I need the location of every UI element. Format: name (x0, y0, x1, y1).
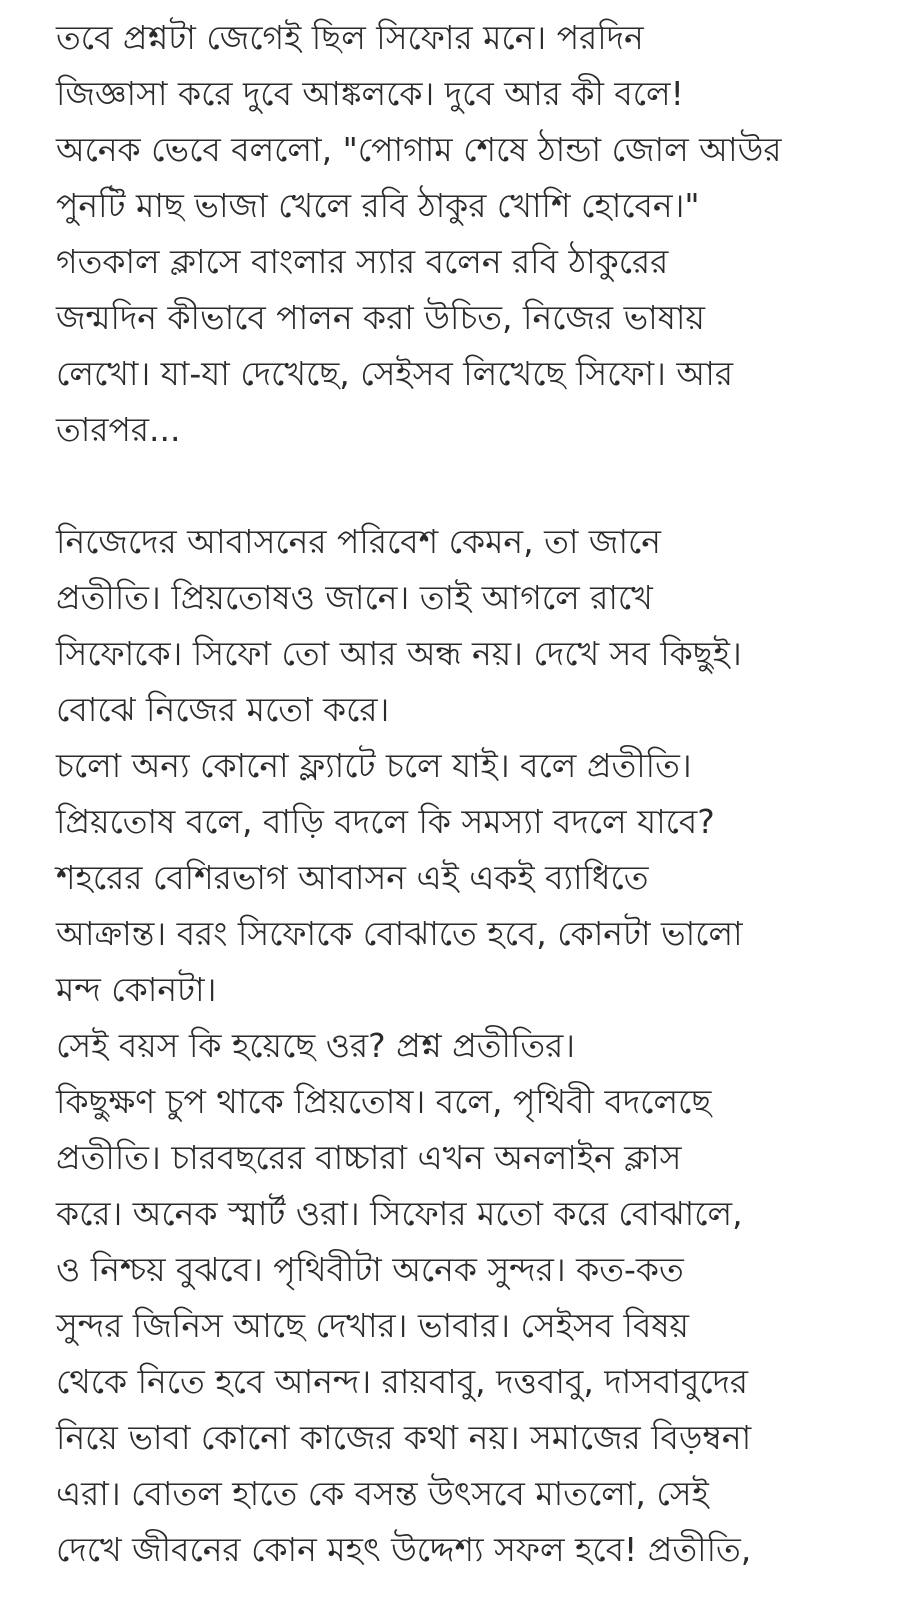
text-line: অনেক ভেবে বললো, "পোগাম শেষে ঠান্ডা জোল আউর (56, 130, 782, 169)
text-line: সুন্দর জিনিস আছে দেখার। ভাবার। সেইসব বিষয় (56, 1306, 689, 1345)
text-line: তারপর... (56, 410, 181, 449)
text-line: প্রতীতি। প্রিয়তোষও জানে। তাই আগলে রাখে (56, 578, 653, 617)
paragraph-1 (56, 10, 856, 458)
text-line: জন্মদিন কীভাবে পালন করা উচিত, নিজের ভাষায় (56, 298, 705, 337)
text-line: থেকে নিতে হবে আনন্দ। রায়বাবু, দত্তবাবু, দাসবাবুদের (56, 1362, 749, 1401)
text-line: নিজেদের আবাসনের পরিবেশ কেমন, তা জানে (56, 522, 661, 561)
text-line: প্রিয়তোষ বলে, বাড়ি বদলে কি সমস্যা বদলে যাবে? (56, 802, 715, 841)
text-line: বোঝে নিজের মতো করে। (56, 690, 390, 729)
text-line: করে। অনেক স্মার্ট ওরা। সিফোর মতো করে বোঝালে, (56, 1194, 743, 1233)
text-line: নিয়ে ভাবা কোনো কাজের কথা নয়। সমাজের বিড়ম্বনা (56, 1418, 752, 1457)
text-line: সেই বয়স কি হয়েছে ওর? প্রশ্ন প্রতীতির। (56, 1026, 576, 1065)
text-line: গতকাল ক্লাসে বাংলার স্যার বলেন রবি ঠাকুরের (56, 242, 669, 281)
text-line: চলো অন্য কোনো ফ্ল্যাটে চলে যাই। বলে প্রতীতি। (56, 746, 692, 785)
text-line: এরা। বোতল হাতে কে বসন্ত উৎসবে মাতলো, সেই (56, 1474, 709, 1513)
text-line: মন্দ কোনটা। (56, 970, 217, 1009)
paragraph-gap (56, 458, 856, 514)
text-line: দেখে জীবনের কোন মহৎ উদ্দেশ্য সফল হবে! প্রতীতি, (56, 1530, 752, 1569)
text-line: আক্রান্ত। বরং সিফোকে বোঝাতে হবে, কোনটা ভালো (56, 914, 743, 953)
text-line: শহরের বেশিরভাগ আবাসন এই একই ব্যাধিতে (56, 858, 649, 897)
text-line: প্রতীতি। চারবছরের বাচ্চারা এখন অনলাইন ক্লাস (56, 1138, 682, 1177)
text-line: তবে প্রশ্নটা জেগেই ছিল সিফোর মনে। পরদিন (56, 18, 644, 57)
story-text (56, 10, 856, 1578)
text-line: সিফোকে। সিফো তো আর অন্ধ নয়। দেখে সব কিছুই। (56, 634, 742, 673)
text-line: জিজ্ঞাসা করে দুবে আঙ্কলকে। দুবে আর কী বলে! (56, 74, 684, 113)
text-line: কিছুক্ষণ চুপ থাকে প্রিয়তোষ। বলে, পৃথিবী বদলেছে (56, 1082, 712, 1121)
text-line: ও নিশ্চয় বুঝবে। পৃথিবীটা অনেক সুন্দর। কত-কত (56, 1250, 684, 1289)
text-line: পুনটি মাছ ভাজা খেলে রবি ঠাকুর খোশি হোবেন।" (56, 186, 700, 225)
paragraph-2 (56, 514, 856, 1578)
text-line: লেখো। যা-যা দেখেছে, সেইসব লিখেছে সিফো। আর (56, 354, 734, 393)
